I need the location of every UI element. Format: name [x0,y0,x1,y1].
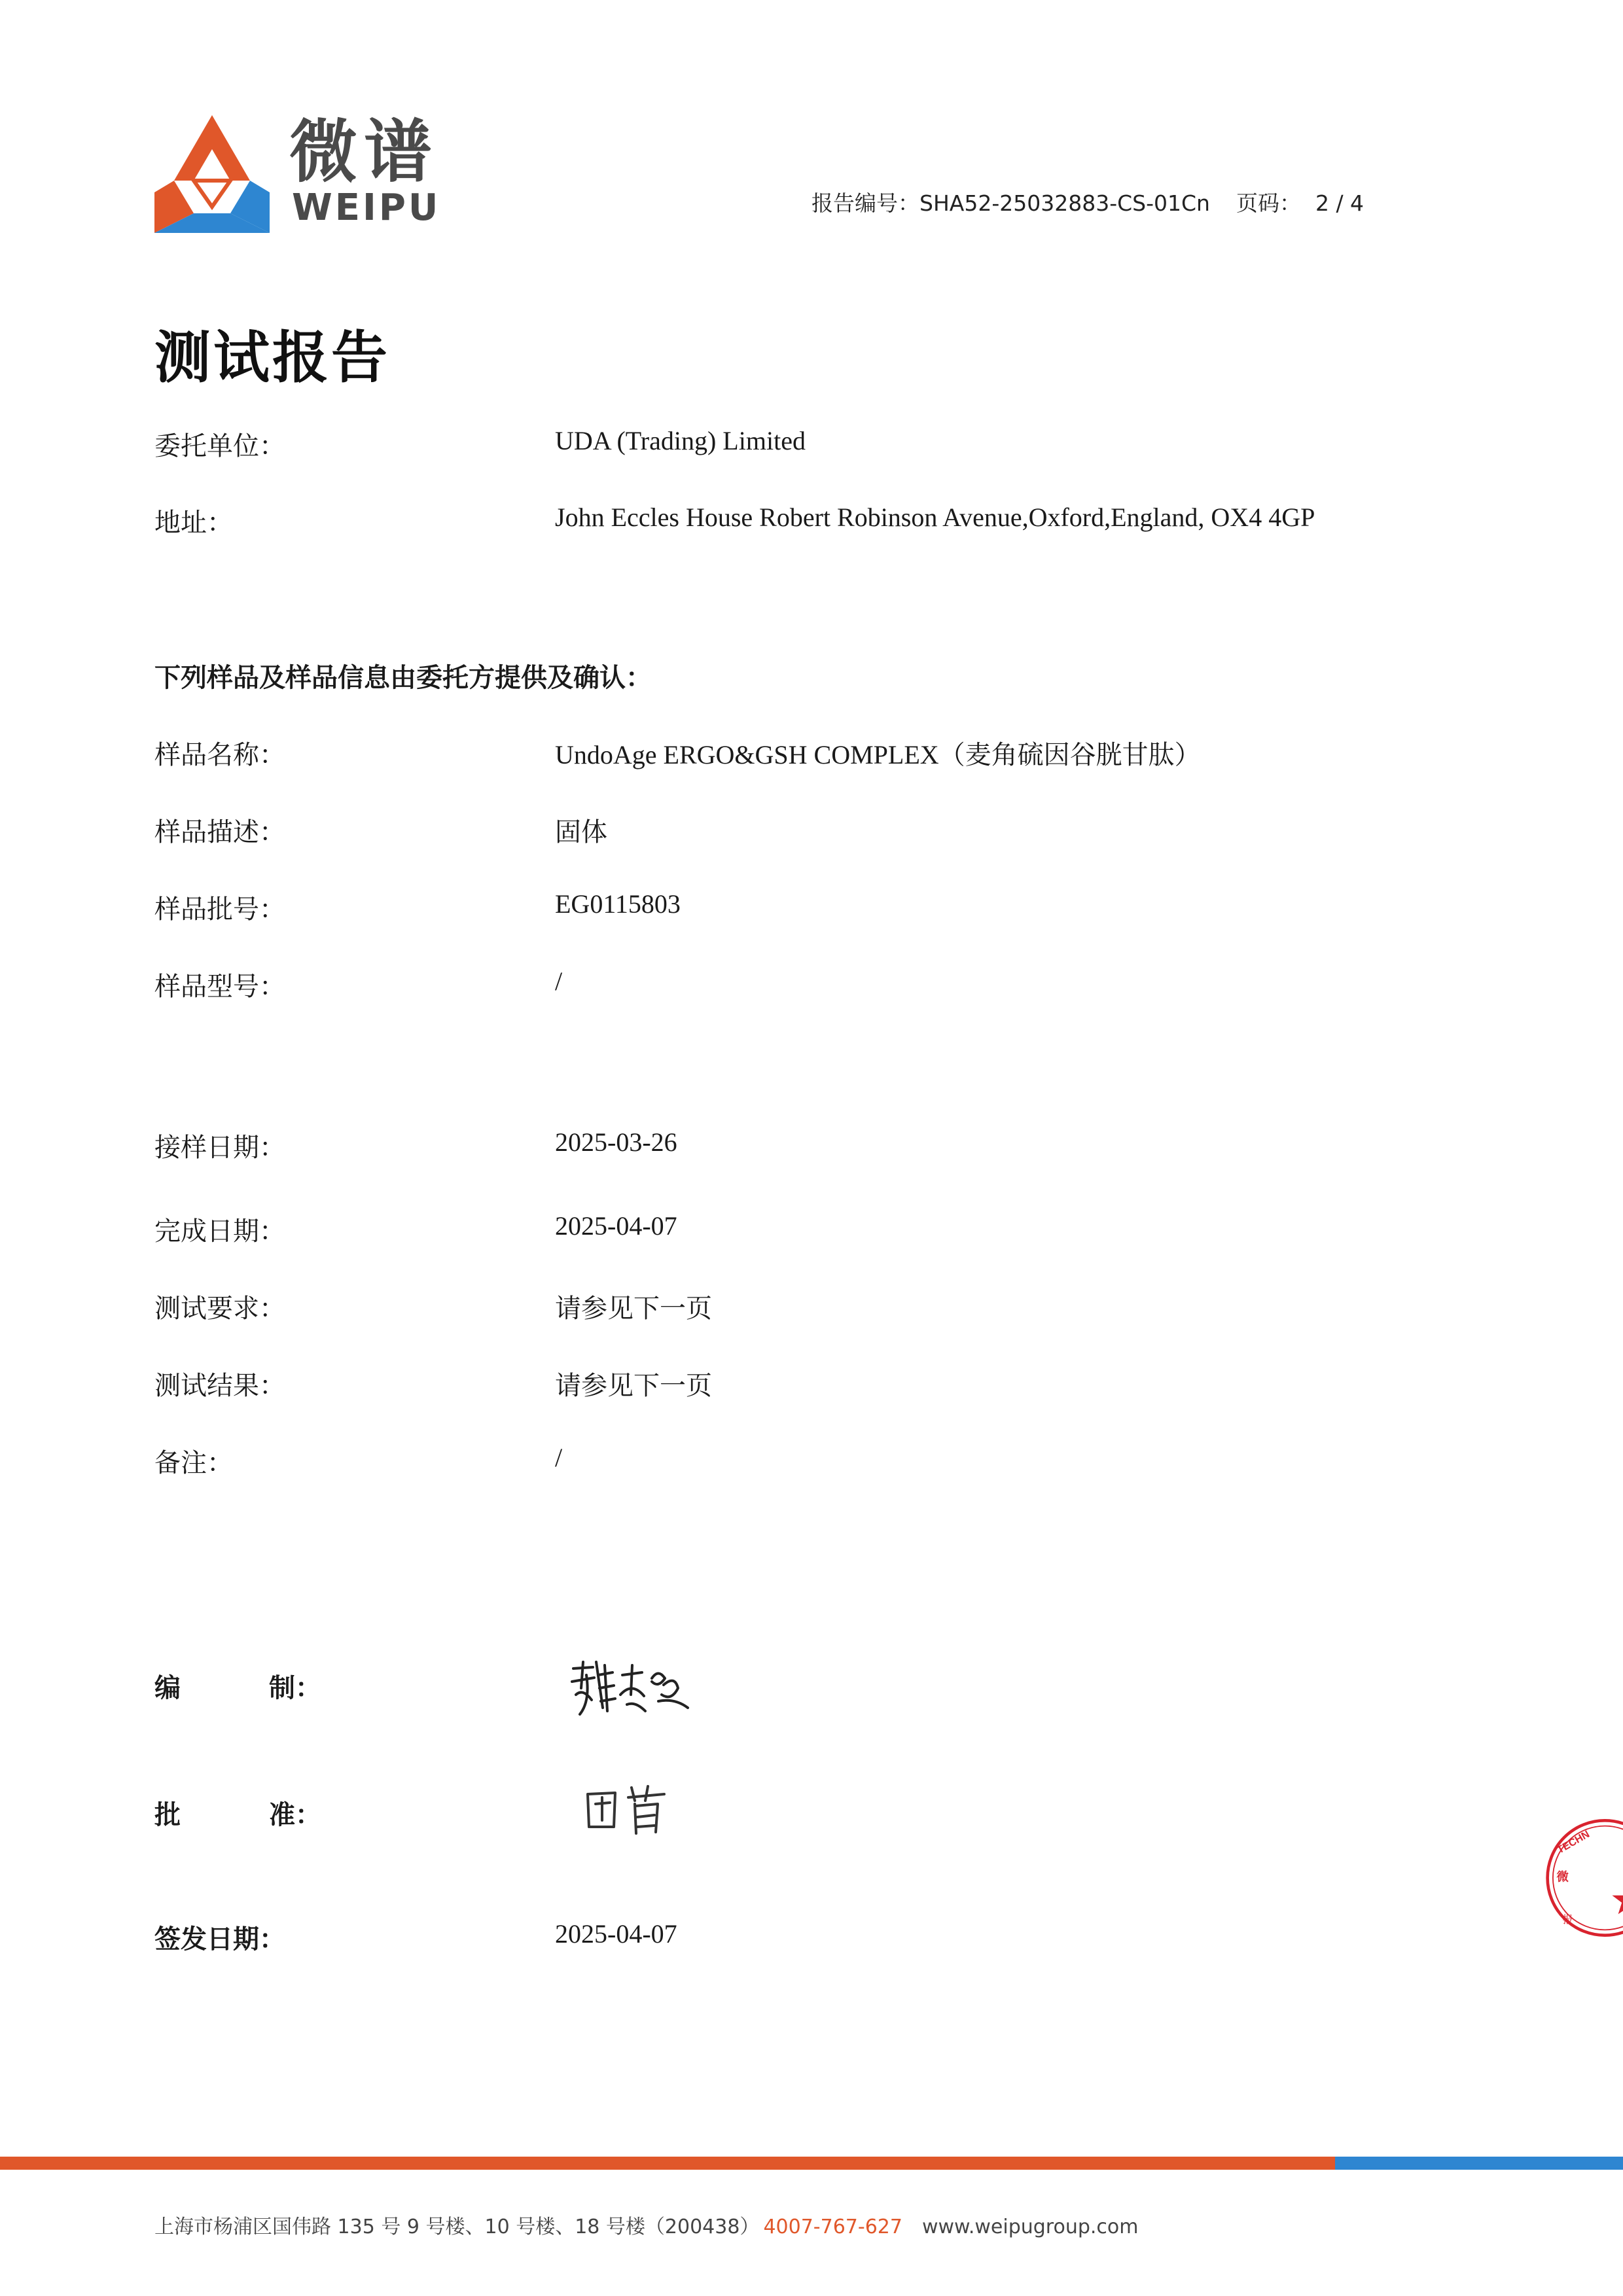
sample-name-label: 样品名称： [154,740,285,769]
footer-phone: 4007-767-627 [763,2216,902,2238]
received-date-value: 2025-03-26 [555,1127,677,1157]
svg-text:报: 报 [1562,1913,1573,1926]
page-label: 页码： [1236,190,1301,216]
prepared-label-1: 编 [154,1673,181,1703]
approved-signature-image [582,1781,681,1840]
remark-value: / [555,1443,563,1472]
client-address-value: John Eccles House Robert Robinson Avenue,Oxford,England, OX4 4GP [555,503,1315,532]
test-result-value: 请参见下一页 [555,1371,712,1400]
footer [154,2210,1138,2239]
page-title: 测试报告 [154,327,390,389]
received-date-label: 接样日期： [154,1133,285,1162]
completed-date-label: 完成日期： [154,1216,285,1246]
test-result-label: 测试结果： [154,1371,285,1400]
approved-label-2: 准： [269,1800,321,1829]
test-requirement-label: 测试要求： [154,1294,285,1323]
sample-model-value: / [555,966,563,996]
prepared-label-2: 制： [269,1673,321,1703]
company-logo [154,112,449,233]
sample-model-label: 样品型号： [154,972,285,1001]
issue-date-value: 2025-04-07 [555,1919,677,1949]
sample-batch-label: 样品批号： [154,894,285,924]
sample-desc-value: 固体 [555,817,607,847]
report-meta [812,186,1364,217]
footer-bar-blue [1335,2157,1623,2170]
prepared-signature-image [567,1649,698,1727]
logo-chinese-text: 微谱 [289,112,439,192]
client-name-value: UDA (Trading) Limited [555,426,806,455]
client-name-label: 委托单位： [154,431,285,461]
completed-date-value: 2025-04-07 [555,1211,677,1241]
logo-mark-icon [154,115,270,233]
sample-batch-value: EG0115803 [555,889,681,919]
official-seal-stamp [1544,1727,1623,2028]
footer-address: 上海市杨浦区国伟路 135 号 9 号楼、10 号楼、18 号楼（200438） [154,2216,760,2238]
sample-desc-label: 样品描述： [154,817,285,847]
logo-english-text: WEIPU [292,186,441,229]
svg-text:TECHN: TECHN [1555,1828,1592,1856]
issue-date-label: 签发日期： [154,1924,285,1954]
remark-label: 备注： [154,1448,233,1477]
sample-section-heading: 下列样品及样品信息由委托方提供及确认： [154,663,652,692]
test-requirement-value: 请参见下一页 [555,1294,712,1323]
client-address-label: 地址： [154,508,233,537]
footer-bar-orange [0,2157,1335,2170]
page-number: 2 / 4 [1315,190,1364,216]
sample-name-value: UndoAge ERGO&GSH COMPLEX（麦角硫因谷胱甘肽） [555,740,1201,769]
svg-text:微: 微 [1556,1870,1569,1884]
report-number-label: 报告编号： [812,190,919,216]
approved-label-1: 批 [154,1800,181,1829]
report-number: SHA52-25032883-CS-01Cn [919,190,1210,216]
footer-website[interactable]: www.weipugroup.com [921,2216,1139,2238]
